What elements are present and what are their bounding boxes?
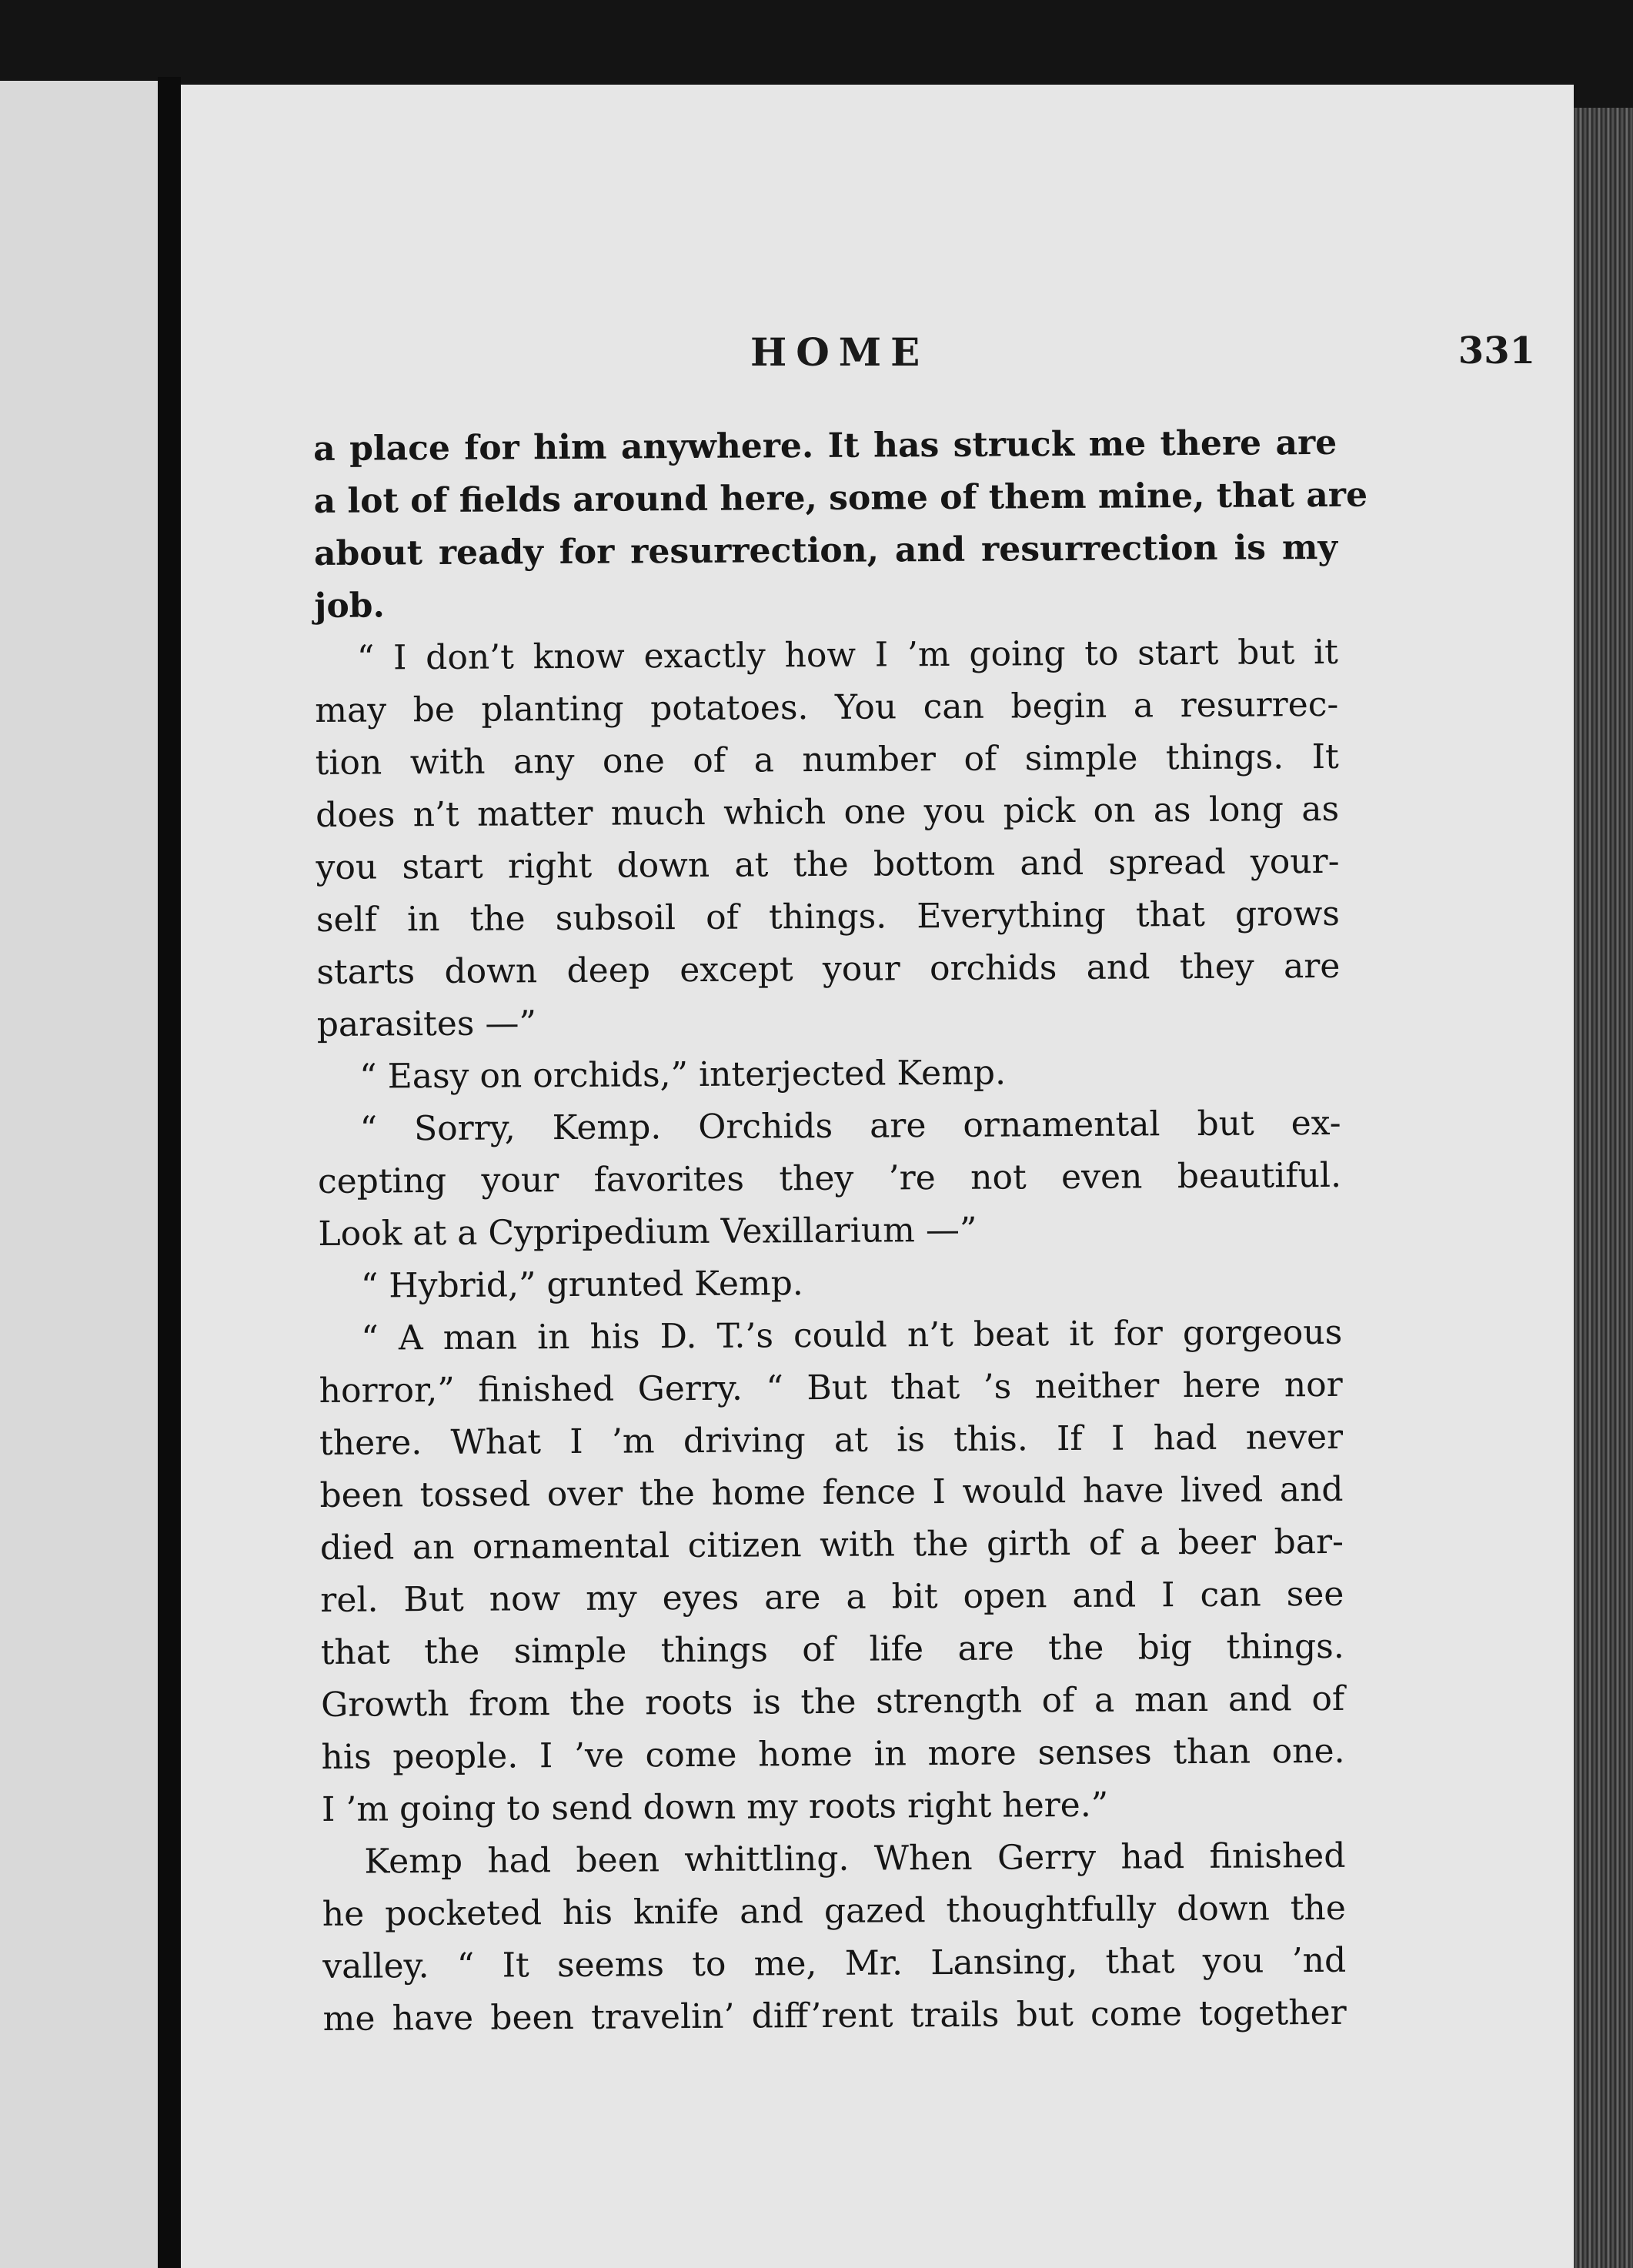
- text-line: valley. “ It seems to me, Mr. Lansing, that you ’nd: [322, 1940, 1347, 1986]
- text-line: you start right down at the bottom and spread your-: [316, 841, 1340, 887]
- text-line: his people. I ’ve come home in more senses than one.: [321, 1731, 1345, 1777]
- text-line: a lot of fields around here, some of them mine, that are: [313, 475, 1368, 521]
- running-head: HOME: [750, 329, 930, 375]
- text-line: been tossed over the home fence I would have lived and: [319, 1469, 1344, 1515]
- text-line: self in the subsoil of things. Everything that grows: [316, 894, 1341, 940]
- text-line: a place for him anywhere. It has struck me there are: [313, 423, 1337, 469]
- text-line: me have been travelin’ diff’rent trails but come together: [322, 1992, 1347, 2039]
- text-line: I ’m going to send down my roots right here.”: [321, 1785, 1109, 1829]
- text-line: “ A man in his D. T.’s could n’t beat it for gorgeous: [361, 1312, 1343, 1358]
- text-line: may be planting potatoes. You can begin a resurrec-: [315, 684, 1339, 730]
- text-line: there. What I ’m driving at is this. If I had never: [319, 1417, 1344, 1463]
- text-line: died an ornamental citizen with the girth of a beer bar-: [319, 1521, 1344, 1568]
- text-line: “ I don’t know exactly how I ’m going to start but it: [356, 632, 1338, 678]
- text-line: tion with any one of a number of simple things. It: [315, 737, 1339, 783]
- text-line: about ready for resurrection, and resurrection is my: [313, 527, 1338, 573]
- text-line: he pocketed his knife and gazed thoughtfully down the: [322, 1888, 1346, 1934]
- text-line: Growth from the roots is the strength of a man and of: [321, 1678, 1345, 1725]
- text-line: “ Hybrid,” grunted Kemp.: [360, 1264, 803, 1306]
- text-line: starts down deep except your orchids and they are: [316, 946, 1341, 992]
- page-header: [181, 329, 1574, 391]
- text-line: Kemp had been whittling. When Gerry had finished: [364, 1835, 1346, 1882]
- text-line: does n’t matter much which one you pick on as long as: [315, 789, 1340, 835]
- left-page-edge: [0, 81, 158, 2268]
- book-page: [181, 85, 1574, 2268]
- text-line: that the simple things of life are the big things.: [320, 1626, 1344, 1672]
- body-text: [313, 417, 1368, 2046]
- text-line: horror,” finished Gerry. “ But that ’s neither here nor: [319, 1364, 1343, 1411]
- text-line: rel. But now my eyes are a bit open and I can see: [320, 1574, 1344, 1620]
- text-line: parasites —”: [316, 1004, 537, 1044]
- book-spine: [158, 77, 181, 2268]
- text-line: “ Easy on orchids,” interjected Kemp.: [359, 1053, 1007, 1097]
- page-number: 331: [1458, 329, 1535, 372]
- text-line: cepting your favorites they ’re not even beautiful.: [317, 1155, 1342, 1201]
- page-stack-edge: [1574, 108, 1633, 2268]
- text-line: job.: [314, 586, 385, 626]
- text-line: “ Sorry, Kemp. Orchids are ornamental but ex-: [359, 1103, 1341, 1149]
- text-line: Look at a Cypripedium Vexillarium —”: [318, 1210, 977, 1254]
